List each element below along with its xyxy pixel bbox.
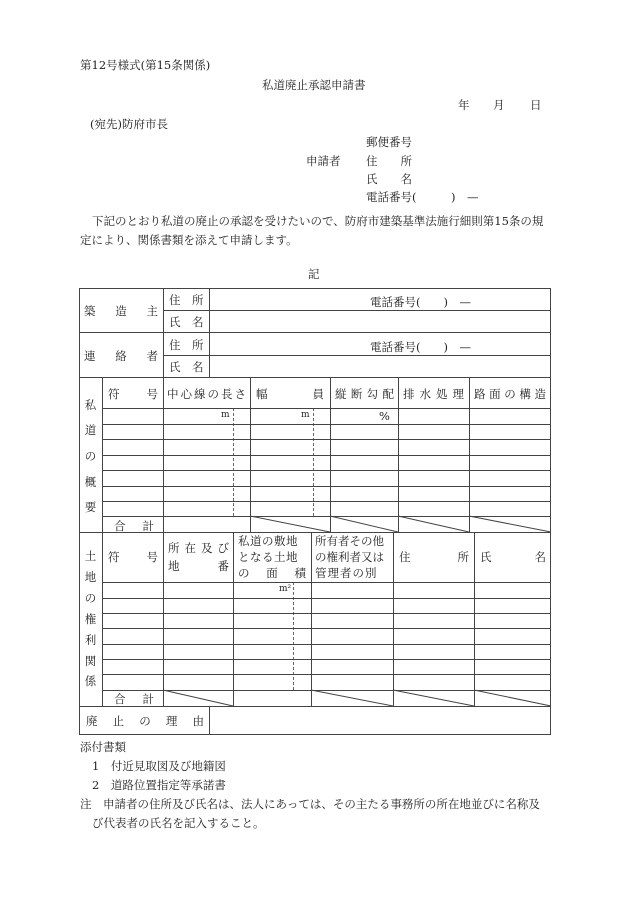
land-header-area-line1: 私道の敷地 [238,534,298,548]
road-unit-width: m [301,410,310,420]
contact-phone: 電話番号( ) — [370,340,471,354]
land-header-owner-line1: 所有者その他 [315,534,384,548]
builder-phone: 電話番号( ) — [370,295,471,309]
land-header-name: 氏 名 [480,550,546,564]
applicant-address: 住 所 [366,154,412,168]
addressee: (宛先)防府市長 [90,117,168,131]
contact-label: 連 絡 者 [84,349,158,363]
road-header-drainage: 排 水 処 理 [403,387,464,401]
reason-label: 廃 止 の 理 由 [86,714,204,728]
road-unit-slope: % [379,409,390,423]
attachment-item-1: 1 付近見取図及び地籍図 [92,759,226,773]
contact-name-label: 氏 名 [169,360,204,374]
land-header-address: 住 所 [399,550,469,564]
ki-heading: 記 [308,267,320,281]
land-unit-area: m² [279,584,292,594]
road-total-diagonals [250,516,551,532]
attachment-item-2: 2 道路位置指定等承諾書 [92,778,226,792]
document-title: 私道廃止承認申請書 [262,78,366,92]
applicant-phone: 電話番号( ) — [366,190,479,204]
land-header-area-line3: の 面 積 [238,566,306,580]
road-header-width: 幅 員 [256,387,324,401]
road-header-centerline-length: 中 心 線 の 長 さ [167,387,246,401]
body-text-line1: 下記のとおり私道の廃止の承認を受けたいので、防府市建築基準法施行細則第15条の規 [92,214,544,228]
contact-address-label: 住 所 [169,338,204,352]
road-header-surface: 路 面 の 構 造 [474,387,546,401]
land-section-label: 土 地 の 権 利 関 係 [84,549,97,689]
applicant-label: 申請者 [306,154,341,168]
note-line2: び代表者の氏名を記入すること。 [92,816,265,830]
attachments-title: 添付書類 [80,740,126,754]
date-day: 日 [530,98,542,112]
road-total-label: 合 計 [114,519,154,533]
builder-label: 築 造 主 [84,304,158,318]
land-total-label: 合 計 [114,692,154,706]
road-unit-length: m [221,410,230,420]
body-text-line2: 定により、関係書類を添えて申請します。 [80,233,298,247]
road-header-symbol: 符 号 [108,387,158,401]
land-header-area-line2: となる土地 [238,550,298,564]
land-header-location-line2: 地 番 [168,559,229,573]
road-section-label: 私 道 の 概 要 [84,397,97,515]
land-header-owner-line3: 管理者の別 [315,566,378,580]
land-header-symbol: 符 号 [108,550,158,564]
date-year: 年 [458,98,470,112]
applicant-postal-code: 郵便番号 [366,135,412,149]
note-line1: 注 申請者の住所及び氏名は、法人にあっては、その主たる事務所の所在地並びに名称及 [80,797,540,811]
land-total-diagonals [163,690,551,706]
builder-address-label: 住 所 [169,293,204,307]
road-header-slope: 縦 断 勾 配 [335,387,394,401]
applicant-name: 氏 名 [366,172,412,186]
land-header-location-line1: 所 在 及 び [168,541,229,555]
form-number: 第12号様式(第15条関係) [80,58,211,72]
land-header-owner-line2: の権利者又は [315,550,384,564]
builder-name-label: 氏 名 [169,315,204,329]
date-month: 月 [493,98,505,112]
